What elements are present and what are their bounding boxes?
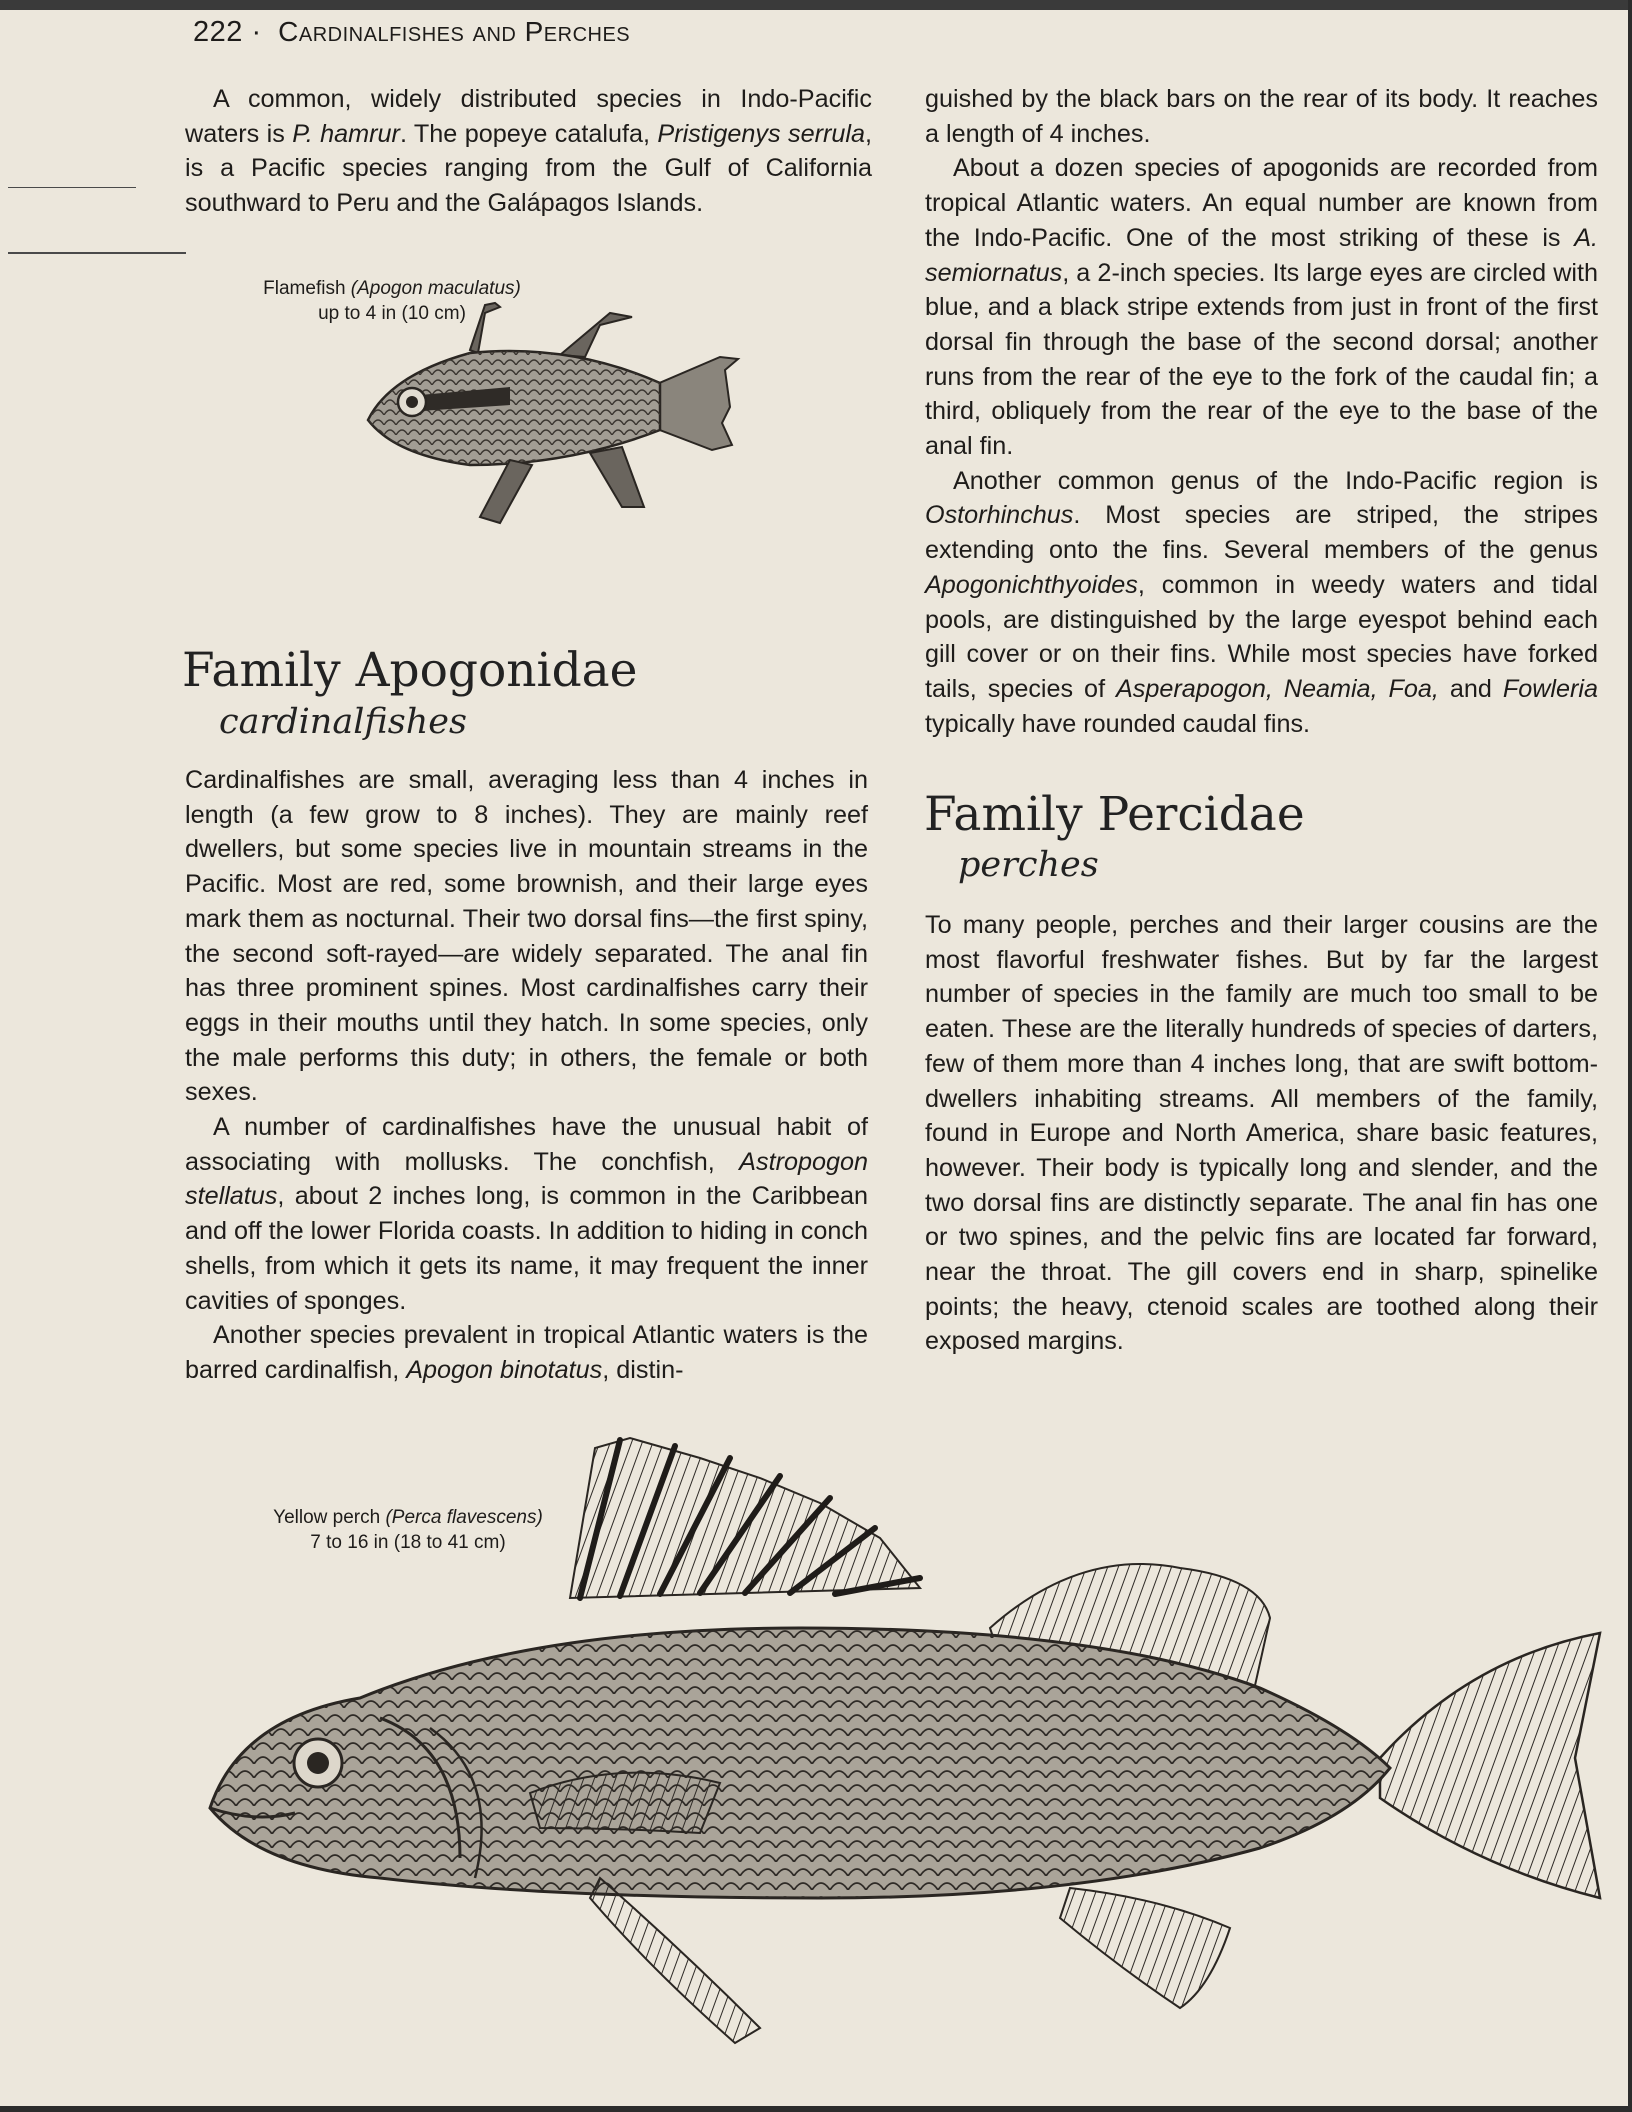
italic-term: Apogon binotatus	[406, 1355, 603, 1384]
yellow-perch-illustration	[200, 1428, 1610, 2068]
paragraph: Another common genus of the Indo-Pacific region is Ostorhinchus. Most species are striped, the stripes extending onto the fins. Several members of the genus Apogonichthyoides, common in weedy waters and tidal pools, are distinguished by the large eyespot behind each gill cover or on their fins. While most species have forked tails, species of Asperapogon, Neamia, Foa, and Fowleria typically have rounded caudal fins.	[925, 466, 1598, 738]
scan-mark	[8, 252, 186, 254]
intro-column	[185, 82, 872, 221]
paragraph: Cardinalfishes are small, averaging less than 4 inches in length (a few grow to 8 inches). They are mainly reef dwellers, but some species live in mountain streams in the Pacific. Most are red, some brownish, and their large eyes mark them as nocturnal. Their two dorsal fins—the first spiny, the second soft-rayed—are widely separated. The anal fin has three prominent spines. Most cardinalfishes carry their eggs in their mouths until they hatch. In some species, only the male performs this duty; in others, the female or both sexes.	[185, 766, 868, 1107]
family-apogonidae-heading: Family Apogonidae	[182, 643, 638, 698]
page-right-edge	[1628, 0, 1632, 2112]
flamefish-illustration	[360, 295, 850, 540]
paragraph: Another species prevalent in tropical Atlantic waters is the barred cardinalfish, Apogon binotatus, distin-	[185, 1321, 868, 1384]
caption-common-name: Yellow perch	[273, 1507, 386, 1528]
paragraph: About a dozen species of apogonids are recorded from tropical Atlantic waters. An equal number are known from the Indo-Pacific. One of the most striking of these is A. semiornatus, a 2-inch species. Its large eyes are circled with blue, and a black stripe extends from just in front of the first dorsal fin through the base of the second dorsal; another runs from the rear of the eye to the fork of the caudal fin; a third, obliquely from the rear of the eye to the base of the anal fin.	[925, 154, 1598, 461]
caption-size: 7 to 16 in (18 to 41 cm)	[310, 1532, 506, 1553]
caption-size: up to 4 in (10 cm)	[318, 303, 466, 324]
italic-term: Fowleria	[1502, 674, 1598, 703]
page-bottom-edge	[0, 2106, 1632, 2112]
scan-mark	[8, 187, 136, 188]
paragraph: A common, widely distributed species in Indo-Pacific waters is P. hamrur. The popeye catalufa, Pristigenys serrula, is a Pacific species ranging from the Gulf of California southward to Peru and the Galápagos Islands.	[185, 85, 872, 218]
percidae-text	[925, 908, 1598, 1359]
italic-term: Astropogon stellatus	[185, 1147, 868, 1211]
italic-term: P. hamrur	[292, 119, 400, 148]
paragraph: guished by the black bars on the rear of its body. It reaches a length of 4 inches.	[925, 85, 1598, 148]
page-top-edge	[0, 0, 1632, 10]
running-head	[193, 16, 630, 49]
italic-term: Asperapogon, Neamia, Foa,	[1116, 674, 1439, 703]
italic-term: Apogonichthyoides	[925, 570, 1138, 599]
apogonidae-continued-text	[925, 82, 1598, 741]
caption-common-name: Flamefish	[263, 278, 351, 299]
italic-term: Pristigenys serrula	[657, 119, 865, 148]
caption-scientific-name: (Apogon maculatus)	[350, 278, 521, 299]
section-title: Cardinalfishes and Perches	[278, 16, 631, 47]
paragraph: To many people, perches and their larger cousins are the most flavorful freshwater fishes. But by far the largest number of species in the family are much too small to be eaten. These are the literally hundreds of species of darters, few of them more than 4 inches long, that are swift bottom-dwellers inhabiting streams. All members of the family, found in Europe and North America, share basic features, however. Their body is typically long and slender, and the two dorsal fins are distinctly separate. The anal fin has one or two spines, and the pelvic fins are located far forward, near the throat. The gill covers end in sharp, spinelike points; the heavy, ctenoid scales are toothed along their exposed margins.	[925, 911, 1598, 1356]
paragraph: A number of cardinalfishes have the unusual habit of associating with mollusks. The conchfish, Astropogon stellatus, about 2 inches long, is common in the Caribbean and off the lower Florida coasts. In addition to hiding in conch shells, from which it gets its name, it may frequent the inner cavities of sponges.	[185, 1113, 868, 1315]
page-number: 222 ·	[193, 16, 262, 48]
italic-term: A. semiornatus	[925, 223, 1598, 287]
apogonidae-text	[185, 763, 868, 1388]
italic-term: Ostorhinchus	[925, 501, 1074, 530]
family-percidae-heading: Family Percidae	[924, 787, 1305, 842]
family-percidae-subheading: perches	[958, 845, 1099, 885]
family-apogonidae-subheading: cardinalfishes	[219, 702, 467, 742]
caption-scientific-name: (Perca flavescens)	[385, 1507, 543, 1528]
